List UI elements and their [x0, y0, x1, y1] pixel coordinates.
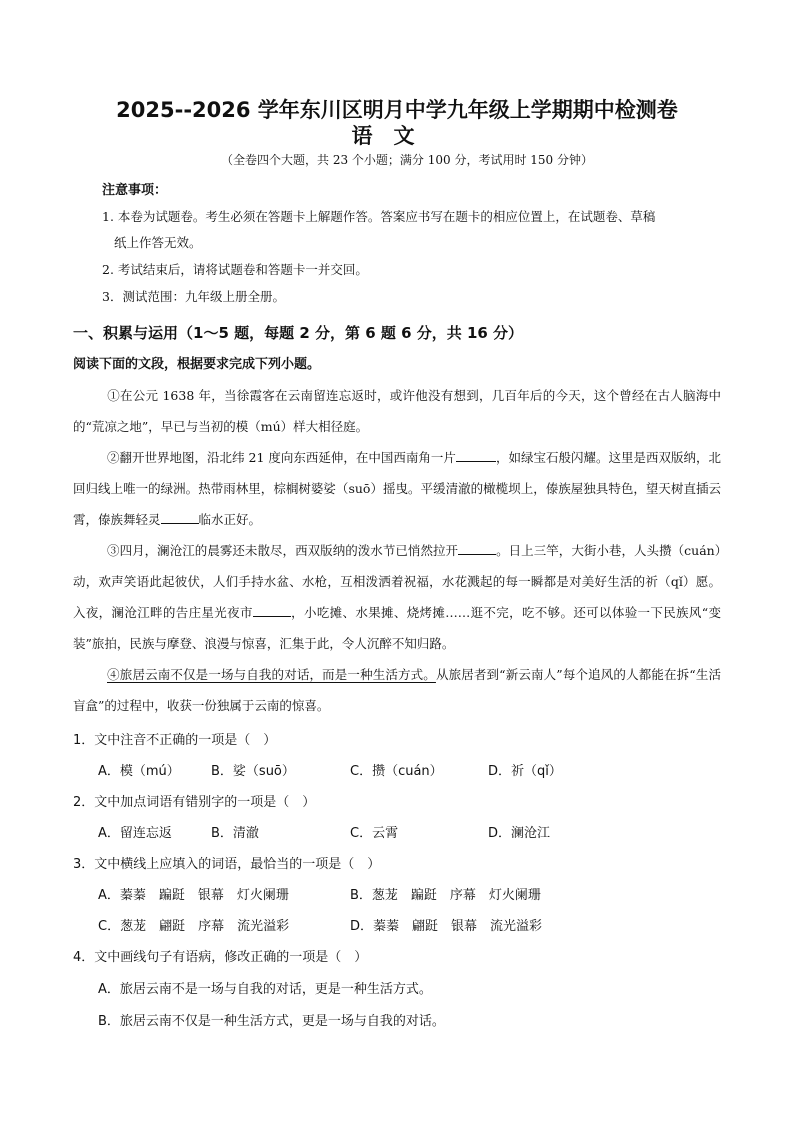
subject-title: 语 文	[351, 124, 415, 148]
question-1-option-d[interactable]: D．祈（qǐ）	[488, 764, 562, 779]
question-1-option-b[interactable]: B．娑（suō）	[211, 764, 295, 779]
fill-blank-3	[458, 540, 496, 555]
passage-paragraph-4	[73, 659, 721, 721]
question-2-stem: 2．文中加点词语有错别字的一项是（ ）	[73, 795, 316, 810]
question-2-option-c[interactable]: C．云霄	[350, 826, 399, 841]
paragraph-2-text-a: ②翻开世界地图，沿北纬 21 度向东西延伸，在中国西南角一片	[107, 450, 456, 465]
paragraph-3-text-c: ，小吃摊、水果摊、烧烤摊……逛不完，吃不够。还可以体验一下民族风“变装”旅拍，民族与摩登、浪漫与惊喜，汇集于此，令人沉醉不知归路。	[73, 605, 721, 651]
question-3-option-a[interactable]: A．蓁蓁 蹁跹 银幕 灯火阑珊	[98, 888, 289, 903]
notice-item-1-line-1: 1. 本卷为试题卷。考生必须在答题卡上解题作答。答案应书写在题卡的相应位置上，在试题卷、草稿	[102, 209, 656, 224]
paragraph-4-text: 从旅居者到“新云南人”每个追风的人都能在拆“生活盲盒”的过程中，收获一份独属于云南的惊喜。	[73, 667, 721, 713]
question-2-option-b[interactable]: B．清澈	[211, 826, 259, 841]
question-2-option-d[interactable]: D．澜沧江	[488, 826, 551, 841]
question-1-stem: 1．文中注音不正确的一项是（ ）	[73, 733, 277, 748]
question-2-option-a[interactable]: A．留连忘返	[98, 826, 172, 841]
reading-instruction: 阅读下面的文段，根据要求完成下列小题。	[73, 357, 321, 372]
exam-info: （全卷四个大题，共 23 个小题；满分 100 分，考试用时 150 分钟）	[221, 153, 593, 167]
passage-paragraph-2	[73, 442, 721, 535]
question-3-stem: 3．文中横线上应填入的词语，最恰当的一项是（ ）	[73, 857, 381, 872]
notice-title: 注意事项：	[102, 183, 168, 198]
notice-item-3: 3．测试范围：九年级上册全册。	[102, 289, 285, 304]
notice-item-1	[102, 204, 724, 256]
question-3-option-b[interactable]: B．葱茏 蹁跹 序幕 灯火阑珊	[350, 888, 541, 903]
passage-paragraph-3	[73, 535, 721, 659]
fill-blank-4	[253, 602, 291, 617]
underlined-sentence: ④旅居云南不仅是一场与自我的对话，而是一种生活方式。	[107, 667, 436, 682]
notice-item-1-line-2: 纸上作答无效。	[114, 235, 202, 250]
passage-paragraph-1	[73, 380, 721, 442]
paragraph-2-text-b: ，如绿宝石般闪耀。这里是西双版纳，北回归线上唯一的绿洲。热带雨林里，棕榈树婆娑（suō）摇曳。平缓清澈的橄榄坝上，傣族屋独具特色，望天树直插云霄，傣族舞轻灵	[73, 450, 721, 527]
notice-item-2: 2. 考试结束后，请将试题卷和答题卡一并交回。	[102, 262, 368, 277]
question-3-option-d[interactable]: D．蓁蓁 翩跹 银幕 流光溢彩	[350, 919, 543, 934]
question-4-option-b[interactable]: B．旅居云南不仅是一种生活方式，更是一场与自我的对话。	[98, 1014, 445, 1029]
question-4-stem: 4．文中画线句子有语病，修改正确的一项是（ ）	[73, 950, 368, 965]
question-3-option-c[interactable]: C．葱茏 翩跹 序幕 流光溢彩	[98, 919, 290, 934]
question-4-option-a[interactable]: A．旅居云南不是一场与自我的对话，更是一种生活方式。	[98, 982, 432, 997]
fill-blank-2	[161, 509, 199, 524]
question-1-option-a[interactable]: A．模（mú）	[98, 764, 180, 779]
paragraph-3-text-b: 。日上三竿，大街小巷，人头攒（cuán）动，欢声笑语此起彼伏，人们手持水盆、水枪，互相泼洒着祝福，水花溅起的每一瞬都是对美好生活的祈（qǐ）愿。入夜，澜沧江畔的告庄星光夜市	[73, 543, 721, 620]
exam-title: 2025--2026 学年东川区明月中学九年级上学期期中检测卷	[116, 98, 678, 122]
paragraph-3-text-a: ③四月，澜沧江的晨雾还未散尽，西双版纳的泼水节已悄然拉开	[107, 543, 459, 558]
section-1-heading: 一、积累与运用（1～5 题，每题 2 分，第 6 题 6 分，共 16 分）	[73, 324, 524, 342]
paragraph-1-text: ①在公元 1638 年，当徐霞客在云南留连忘返时，或许他没有想到，几百年后的今天，这个曾经在古人脑海中的“荒凉之地”，早已与当初的模（mú）样大相径庭。	[73, 388, 721, 434]
question-1-option-c[interactable]: C．攒（cuán）	[350, 764, 443, 779]
fill-blank-1	[456, 447, 496, 462]
paragraph-2-text-c: 临水正好。	[198, 512, 262, 527]
